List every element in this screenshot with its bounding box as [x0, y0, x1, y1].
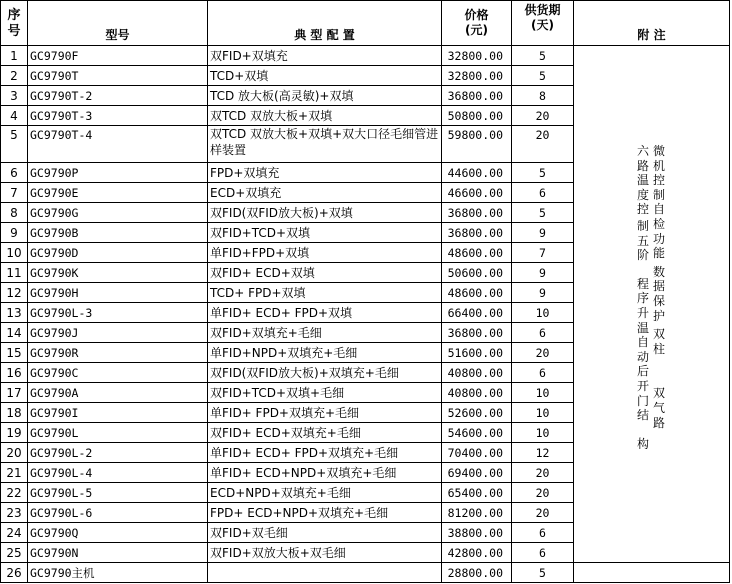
price-cell: 36800.00: [442, 86, 512, 106]
seq-cell: 10: [1, 243, 28, 263]
model-cell: GC9790L-5: [28, 483, 208, 503]
price-cell: 52600.00: [442, 403, 512, 423]
model-cell: GC9790K: [28, 263, 208, 283]
price-cell: 36800.00: [442, 203, 512, 223]
note-char: 机: [652, 158, 665, 173]
seq-cell: 26: [1, 563, 28, 583]
config-cell: 双TCD 双放大板+双填: [208, 106, 442, 126]
model-cell: GC9790T-2: [28, 86, 208, 106]
seq-cell: 21: [1, 463, 28, 483]
model-cell: GC9790L-6: [28, 503, 208, 523]
config-cell: 单FID+ ECD+ FPD+双填充+毛细: [208, 443, 442, 463]
notes-header: [574, 1, 730, 46]
config-cell: TCD+ FPD+双填: [208, 283, 442, 303]
model-cell: GC9790I: [28, 403, 208, 423]
note-char: 自: [652, 202, 665, 217]
seq-cell: 7: [1, 183, 28, 203]
price-cell: 59800.00: [442, 126, 512, 163]
config-cell: 单FID+ ECD+NPD+双填充+毛细: [208, 463, 442, 483]
note-char: 路: [636, 158, 649, 173]
model-cell: GC9790T-3: [28, 106, 208, 126]
note-char: 柱: [652, 341, 665, 356]
config-cell: TCD+双填: [208, 66, 442, 86]
note-char: 双: [652, 386, 665, 401]
note-char: 微: [652, 144, 665, 158]
model-cell: GC9790G: [28, 203, 208, 223]
note-char: 温: [636, 320, 649, 335]
price-cell: 81200.00: [442, 503, 512, 523]
note-char: 序: [636, 291, 649, 306]
seq-cell: 15: [1, 343, 28, 363]
note-char: 开: [636, 378, 649, 393]
config-cell: [208, 563, 442, 583]
days-cell: 20: [512, 343, 574, 363]
note-char: 制: [652, 187, 665, 202]
config-cell: 双FID+双填充+毛细: [208, 323, 442, 343]
note-char: 据: [652, 279, 665, 294]
note-char: 程: [636, 276, 649, 291]
note-char: 温: [636, 173, 649, 188]
model-header: [28, 1, 208, 46]
config-cell: 双FID+ ECD+双填: [208, 263, 442, 283]
days-cell: 20: [512, 483, 574, 503]
seq-cell: 25: [1, 543, 28, 563]
price-cell: 38800.00: [442, 523, 512, 543]
notes-header-label: 附 注: [637, 28, 666, 42]
price-cell: 65400.00: [442, 483, 512, 503]
price-cell: 50600.00: [442, 263, 512, 283]
model-cell: GC9790B: [28, 223, 208, 243]
price-cell: 48600.00: [442, 243, 512, 263]
seq-header: [1, 1, 28, 46]
seq-cell: 18: [1, 403, 28, 423]
seq-cell: 9: [1, 223, 28, 243]
price-cell: 48600.00: [442, 283, 512, 303]
model-cell: GC9790L-4: [28, 463, 208, 483]
config-cell: 双FID+TCD+双填: [208, 223, 442, 243]
seq-cell: 12: [1, 283, 28, 303]
price-header: [442, 1, 512, 46]
price-cell: 32800.00: [442, 46, 512, 66]
note-char: 后: [636, 364, 649, 379]
days-cell: 20: [512, 463, 574, 483]
price-cell: 70400.00: [442, 443, 512, 463]
model-cell: GC9790H: [28, 283, 208, 303]
note-char: 六: [636, 144, 649, 158]
header-row: [1, 1, 730, 46]
note-char: 双: [652, 327, 665, 342]
table-row: [1, 46, 730, 66]
seq-cell: 16: [1, 363, 28, 383]
model-cell: GC9790L: [28, 423, 208, 443]
price-cell: 28800.00: [442, 563, 512, 583]
days-cell: 8: [512, 86, 574, 106]
seq-cell: 23: [1, 503, 28, 523]
days-cell: 9: [512, 263, 574, 283]
model-cell: GC9790E: [28, 183, 208, 203]
seq-cell: 3: [1, 86, 28, 106]
note-char: 门: [636, 393, 649, 408]
price-header-line2: (元): [465, 23, 488, 37]
note-char: 度: [636, 187, 649, 202]
seq-cell: 13: [1, 303, 28, 323]
price-cell: 69400.00: [442, 463, 512, 483]
price-cell: 40800.00: [442, 363, 512, 383]
seq-cell: 19: [1, 423, 28, 443]
table-row: [1, 563, 730, 583]
notes-cell-last: [574, 563, 730, 583]
days-header-line2: (天): [531, 18, 554, 32]
config-cell: 双FID+双毛细: [208, 523, 442, 543]
seq-header-label: 序号: [7, 8, 21, 39]
seq-cell: 22: [1, 483, 28, 503]
model-cell: GC9790R: [28, 343, 208, 363]
days-cell: 20: [512, 126, 574, 163]
days-cell: 10: [512, 383, 574, 403]
note-char: 控: [652, 173, 665, 188]
config-cell: FPD+ ECD+NPD+双填充+毛细: [208, 503, 442, 523]
days-cell: 6: [512, 363, 574, 383]
days-cell: 6: [512, 323, 574, 343]
config-cell: 双FID+ ECD+双填充+毛细: [208, 423, 442, 443]
price-cell: 66400.00: [442, 303, 512, 323]
config-cell: 双FID+双放大板+双毛细: [208, 543, 442, 563]
notes-right-column: [652, 144, 666, 430]
price-cell: 51600.00: [442, 343, 512, 363]
days-cell: 7: [512, 243, 574, 263]
config-cell: ECD+NPD+双填充+毛细: [208, 483, 442, 503]
price-cell: 40800.00: [442, 383, 512, 403]
config-header: [208, 1, 442, 46]
days-cell: 20: [512, 503, 574, 523]
days-cell: 5: [512, 46, 574, 66]
seq-cell: 17: [1, 383, 28, 403]
config-cell: 单FID+ ECD+ FPD+双填: [208, 303, 442, 323]
config-cell: ECD+双填充: [208, 183, 442, 203]
config-cell: 双FID(双FID放大板)+双填: [208, 203, 442, 223]
days-cell: 5: [512, 563, 574, 583]
model-cell: GC9790C: [28, 363, 208, 383]
notes-left-column: [636, 144, 650, 451]
days-header-line1: 供货期: [524, 3, 561, 17]
seq-cell: 14: [1, 323, 28, 343]
config-header-label: 典 型 配 置: [294, 28, 355, 42]
price-cell: 36800.00: [442, 223, 512, 243]
note-char: 制: [636, 218, 649, 233]
seq-cell: 6: [1, 163, 28, 183]
model-cell: GC9790T: [28, 66, 208, 86]
config-cell: 双FID+TCD+双填+毛细: [208, 383, 442, 403]
note-char: 检: [652, 216, 665, 231]
note-char: 升: [636, 305, 649, 320]
note-char: 五: [636, 233, 649, 248]
seq-cell: 20: [1, 443, 28, 463]
model-cell: GC9790A: [28, 383, 208, 403]
seq-cell: 24: [1, 523, 28, 543]
model-cell: GC9790L-2: [28, 443, 208, 463]
config-cell: 双TCD 双放大板+双填+双大口径毛细管进样装置: [208, 126, 442, 163]
note-char: 能: [652, 246, 665, 261]
seq-cell: 5: [1, 126, 28, 163]
note-char: 结: [636, 408, 649, 423]
price-cell: 32800.00: [442, 66, 512, 86]
model-cell: GC9790J: [28, 323, 208, 343]
price-header-line1: 价格: [464, 8, 489, 22]
model-cell: GC9790T-4: [28, 126, 208, 163]
config-cell: 双FID+双填充: [208, 46, 442, 66]
note-char: 构: [636, 436, 649, 451]
days-cell: 9: [512, 283, 574, 303]
days-cell: 6: [512, 523, 574, 543]
seq-cell: 1: [1, 46, 28, 66]
config-cell: 单FID+NPD+双填充+毛细: [208, 343, 442, 363]
price-cell: 36800.00: [442, 323, 512, 343]
price-cell: 50800.00: [442, 106, 512, 126]
days-cell: 5: [512, 66, 574, 86]
days-cell: 10: [512, 303, 574, 323]
days-header: [512, 1, 574, 46]
config-cell: FPD+双填充: [208, 163, 442, 183]
days-cell: 20: [512, 106, 574, 126]
days-cell: 9: [512, 223, 574, 243]
days-cell: 5: [512, 203, 574, 223]
model-cell: GC9790Q: [28, 523, 208, 543]
note-char: 动: [636, 349, 649, 364]
days-cell: 6: [512, 183, 574, 203]
seq-cell: 11: [1, 263, 28, 283]
days-cell: 10: [512, 423, 574, 443]
model-cell: GC9790D: [28, 243, 208, 263]
model-cell: GC9790P: [28, 163, 208, 183]
seq-cell: 8: [1, 203, 28, 223]
days-cell: 10: [512, 403, 574, 423]
model-cell: GC9790F: [28, 46, 208, 66]
note-char: 控: [636, 202, 649, 217]
model-cell: GC9790L-3: [28, 303, 208, 323]
seq-cell: 2: [1, 66, 28, 86]
note-char: 功: [652, 231, 665, 246]
note-char: 气: [652, 400, 665, 415]
note-char: 阶: [636, 248, 649, 263]
model-header-label: 型号: [105, 28, 130, 42]
days-cell: 6: [512, 543, 574, 563]
days-cell: 12: [512, 443, 574, 463]
price-cell: 44600.00: [442, 163, 512, 183]
config-cell: 单FID+FPD+双填: [208, 243, 442, 263]
note-char: 自: [636, 335, 649, 350]
config-cell: 双FID(双FID放大板)+双填充+毛细: [208, 363, 442, 383]
seq-cell: 4: [1, 106, 28, 126]
price-cell: 42800.00: [442, 543, 512, 563]
model-cell: GC9790主机: [28, 563, 208, 583]
price-cell: 46600.00: [442, 183, 512, 203]
config-cell: TCD 放大板(高灵敏)+双填: [208, 86, 442, 106]
note-char: 保: [652, 293, 665, 308]
note-char: 数: [652, 264, 665, 279]
days-cell: 5: [512, 163, 574, 183]
config-cell: 单FID+ FPD+双填充+毛细: [208, 403, 442, 423]
model-cell: GC9790N: [28, 543, 208, 563]
note-char: 护: [652, 308, 665, 323]
price-cell: 54600.00: [442, 423, 512, 443]
note-char: 路: [652, 415, 665, 430]
notes-cell: [574, 46, 730, 563]
